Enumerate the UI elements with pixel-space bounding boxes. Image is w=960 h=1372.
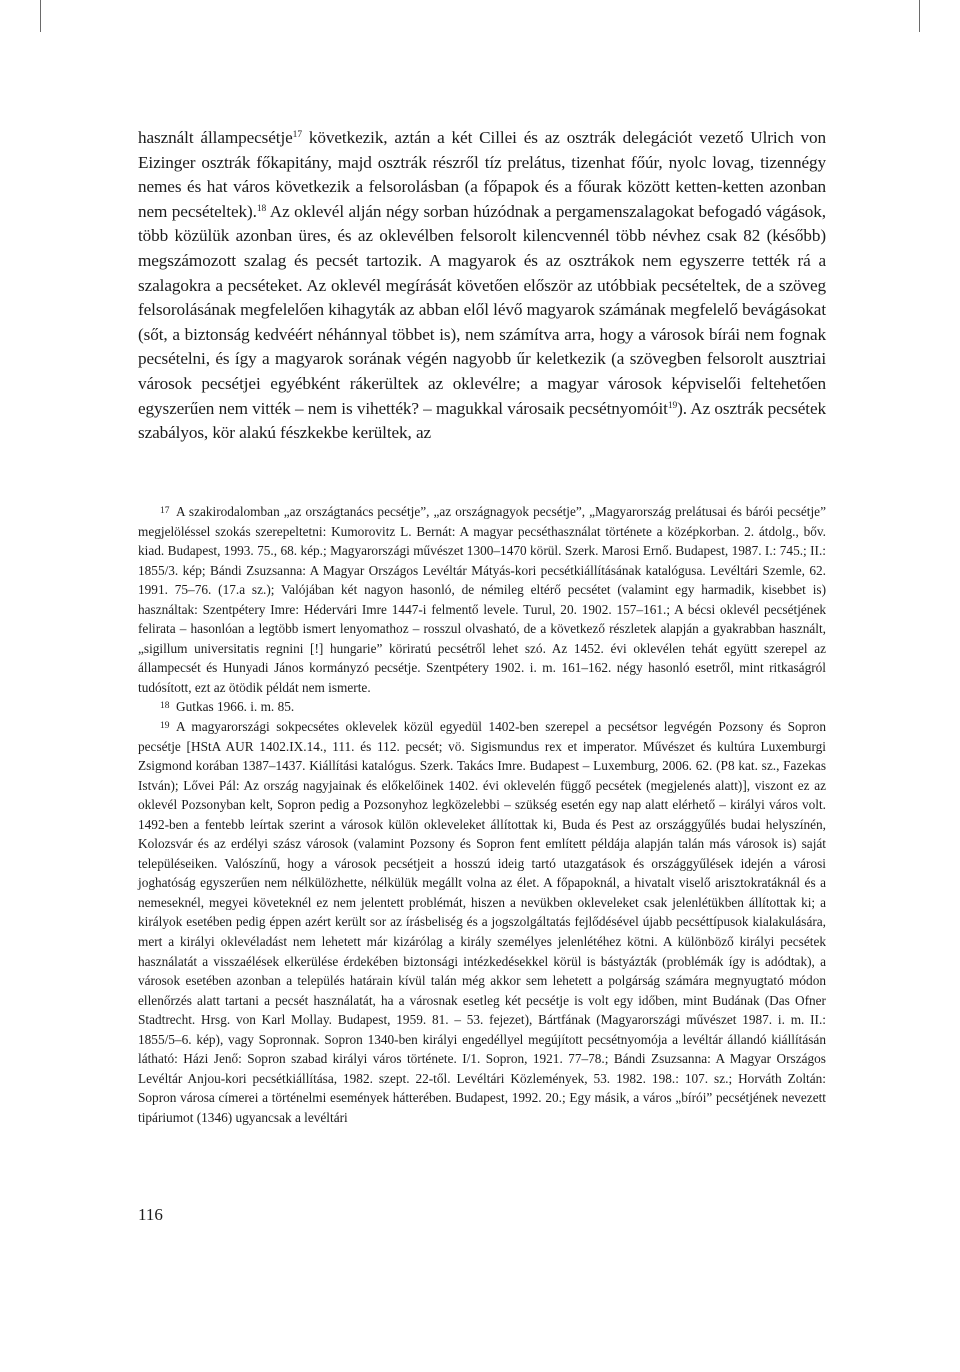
footnote-17 (138, 502, 826, 697)
body-text-part: használt állampecsétje (138, 128, 293, 147)
footnotes (138, 502, 826, 1128)
body-text-part: ). Az osztrák pecsétek szabályos, kör alakú fészkekbe kerültek, az (138, 398, 826, 443)
footnote-19 (138, 717, 826, 1127)
crop-mark-top-right (919, 0, 920, 32)
body-text-part: következik, aztán a két Cillei és az osztrák delegációt vezető Ulrich von Eizinger osztrák főkapitány, majd osztrák részről tíz prelátus, tizenhat főúr, nyolc lovag, tizennégy nemes és hat város következik a felsorolásban (a főpapok és a főurak között ketten-ketten azonban nem pecsételtek). (138, 128, 827, 221)
footnote-text: Gutkas 1966. i. m. 85. (176, 699, 295, 715)
footnote-number: 17 (160, 506, 170, 516)
body-text-part: Az oklevél alján négy sorban húzódnak a pergamenszalagokat befogadó vágások, több közülük azonban üres, és az oklevélben felsorolt kilencvennél több névhez csak 82 (később) megszámozott szalag és pecsét tartozik. A magyarok és az osztrákok nem egyszerre tették rá a szalagokra a pecséteket. Az oklevél megírását követően először az utóbbiak pecsételtek, de a szöveg felsorolásának megfelelően kihagyták az abban elől lévő magyarok számának megfelelő bevágásokat (sőt, a biztonság kedvéért néhánnyal többet is), nem számítva arra, hogy a városok bírái nem fognak pecsételni, és így a magyarok sorának végén nagyobb űr keletkezik (a szövegben felsorolt ausztriai városok pecsétjei egyébként rákerültek az oklevélre; a magyar városok képviselői feltehetően egyszerűen nem vitték – nem is vihették? – magukkal városaik pecsétnyomóit (138, 201, 826, 418)
footnote-ref-18[interactable]: 18 (256, 203, 267, 214)
crop-mark-top-left (40, 0, 41, 32)
footnote-ref-17[interactable]: 17 (292, 130, 302, 140)
main-paragraph (138, 126, 826, 446)
page-number: 116 (138, 1205, 163, 1224)
footnote-18 (138, 697, 826, 717)
footnote-number: 19 (160, 721, 170, 732)
footnote-text: A magyarországi sokpecsétes oklevelek közül egyedül 1402-ben szerepel a pecsétsor legvégén Pozsony és Sopron pecsétje [HStA AUR 1402.IX.14., 111. és 112. pecsét; vö. Sigismundus rex et imperator. Művészet és kultúra Luxemburgi Zsigmond korában 1387–1437. Kiállítási katalógus. Szerk. Takács Imre. Budapest – Luxemburg, 2006. 62. (P8 kat. sz., Fazekas István); Lővei Pál: Az ország nagyjainak és előkelőinek 1402. évi oklevelén függő pecsétek (megjelenés alatt)], viszont ez az oklevél Pozsonyban kelt, Sopron pedig a Pozsonyhoz legközelebbi – szükség esetén egy nap alatt elérhető – királyi város volt. 1492-ben a fentebb leírtak szerint a városok külön okleveleket állítottak ki, Buda és Pest az országgyűlés budai helyszínén, Kolozsvár és az erdélyi szász városok (valamint Pozsony és Sopron fent említett példája alapján talán más városok is) saját településeiken. Valószínű, hogy a városok pecsétjeit a hosszú ideig tartó utazgatások és országgyűlések idején a városi joghatóság egyszerűen nem nélkülözhette, nélkülük megállt volna az élet. A főpapoknál, a hivatalt viselő arisztokratáknál és a nemeseknél, megyei követeknél ez nem jelentett problémát, hiszen a nevükben okleveleket csak jelenlétükben állítottak ki; a királyok esetében pedig éppen azért került sor az írásbeliség és a jogszolgáltatás fejlődésével újabb pecséttípusok kialakulására, mert a királyi oklevéladást nem lehetett már kizárólag a király személyes jelenlétéhez kötni. A különböző királyi pecsétek használatát a visszaélések elkerülése érdekében biztonsági intézkedésekkel körül is bástyázták (problémák így is adódtak), a városok esetében azonban a település határain kívül talán még akkor sem lehetett a polgárság számára megnyugtató módon ellenőrzés alatt tartani a pecsét használatát, ha a városnak esetleg két pecsétje is volt egy időben, mint Budának (Das Ofner Stadtrecht. Hrsg. von Karl Mollay. Budapest, 1959. 81. – 53. fejezet), Bártfának (Magyarországi művészet 1987. i. m. II.: 1855/5–6. kép), vagy Sopronnak. Sopron 1340-ben királyi engedéllyel megújított pecsétnyomója a levéltár állandó kiállításán látható: Házi Jenő: Sopron szabad királyi város története. I/1. Sopron, 1921. 77–78.; Bándi Zsuzsanna: A Magyar Országos Levéltár Anjou-kori pecsétkiállítása, 1982. szept. 22-től. Levéltári Közlemények, 53. 1982. 198.: 107. sz.; Horváth Zoltán: Sopron városa címerei a történelmi események hátterében. Budapest, 1992. 20.; Egy másik, a város „bírói” pecsétjének nevezett tipáriumot (1346) ugyancsak a levéltári (138, 719, 826, 1125)
footnote-text: A szakirodalomban „az országtanács pecsétje”, „az országnagyok pecsétje”, „Magyarország prelátusai és bárói pecsétje” megjelöléssel szokás szerepeltetni: Kumorovitz L. Bernát: A magyar pecséthasználat története a középkorban. 2. átdolg., bőv. kiad. Budapest, 1993. 75., 68. kép.; Magyarországi művészet 1300–1470 körül. Szerk. Marosi Ernő. Budapest, 1987. I.: 745.; II.: 1855/3. kép; Bándi Zsuzsanna: A Magyar Országos Levéltár Mátyás-kori pecsétkiállításának katalógusa. Levéltári Szemle, 62. 1991. 75–76. (17.a sz.); Valójában két nagyon hasonló, de némileg eltérő pecsétet (valamint egy harmadik, kisebbet is) használtak: Szentpétery Imre: Hédervári Imre 1447-i felmentő levele. Turul, 20. 1902. 157–161.; A bécsi oklevél pecsétjének felirata – hasonlóan a legtöbb ismert lenyomathoz – rosszul olvasható, de a következő részletek alapján a gyakrabban használt, „sigillum universitatis regnini [!] hungarie” köriratú pecsétről lehet szó. Az 1452. évi oklevélen tehát együtt szerepel az állampecsét és Hunyadi János kormányzó pecsétje. Szentpétery 1902. i. m. 161–162. négy hasonló esetről, mint ritkaságról tudósított, ezt az ötödik példát nem ismerte. (138, 504, 826, 695)
footnote-ref-19[interactable]: 19 (667, 400, 678, 411)
main-text (138, 126, 826, 446)
footnote-number: 18 (160, 701, 170, 712)
